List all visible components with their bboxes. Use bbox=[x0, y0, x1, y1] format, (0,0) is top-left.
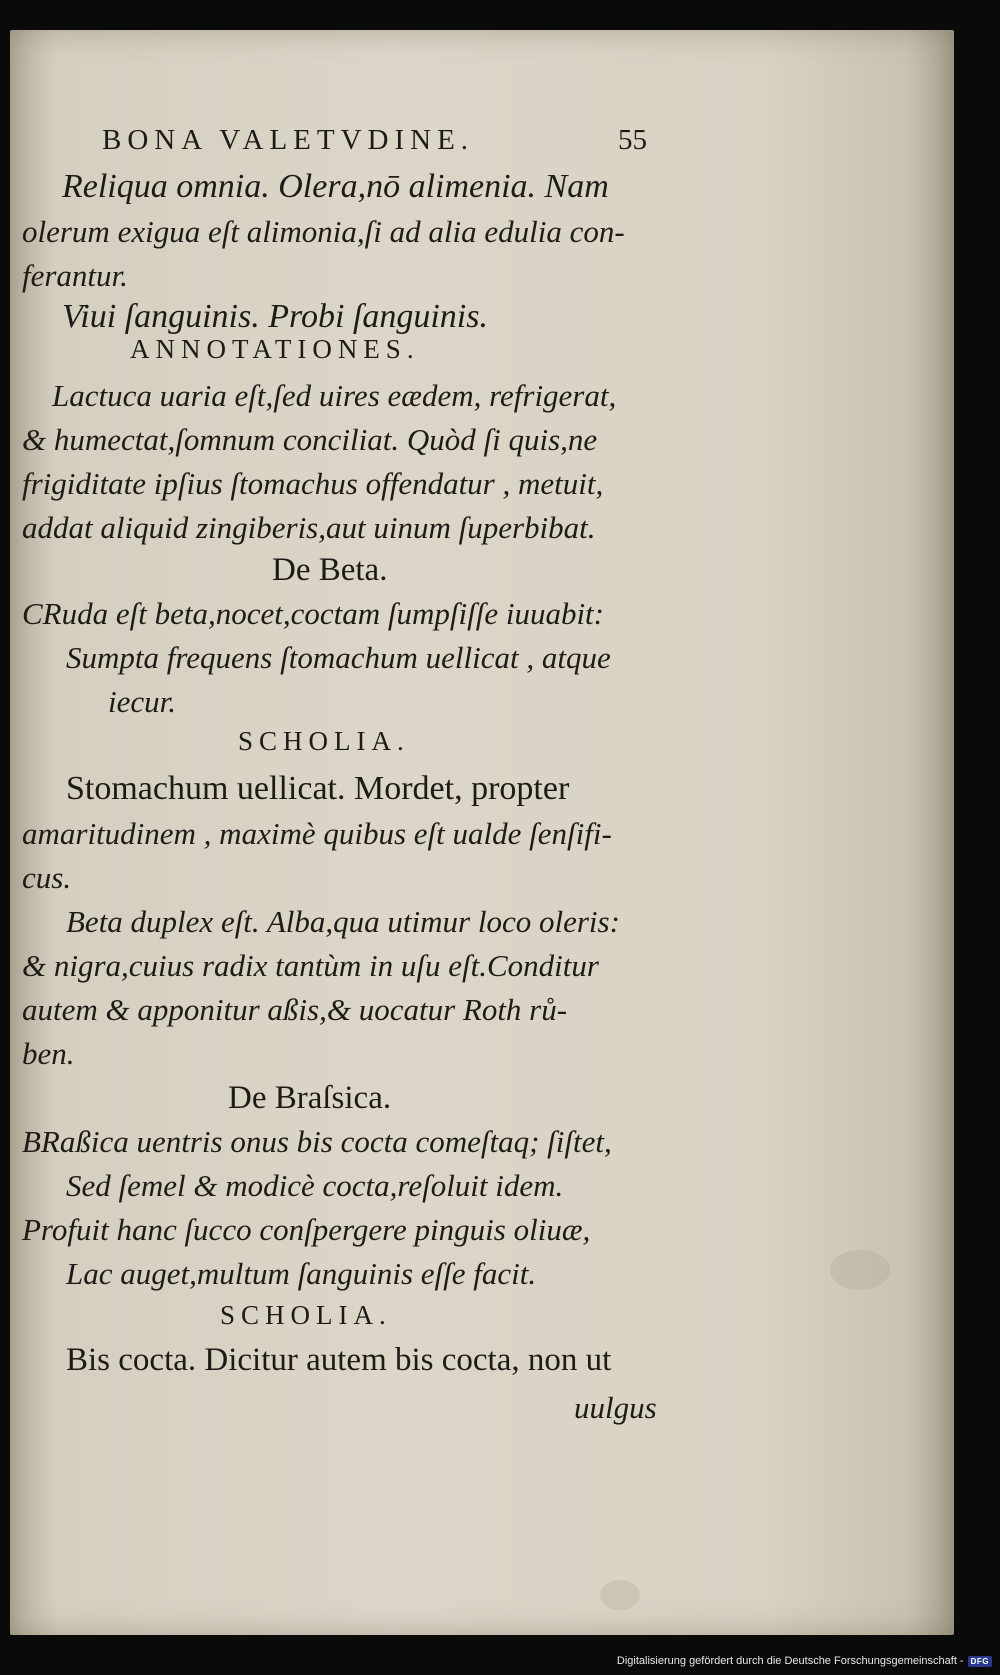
text-line: ben. bbox=[22, 1036, 75, 1071]
text-line: iecur. bbox=[108, 684, 177, 719]
text-line: Beta duplex eſt. Alba,qua utimur loco oleris: bbox=[66, 904, 620, 939]
section-heading: SCHOLIA. bbox=[238, 726, 410, 756]
text-line: frigiditate ipſius ſtomachus offendatur , metuit, bbox=[22, 466, 604, 501]
digitization-credit bbox=[617, 1655, 992, 1667]
text-line: Stomachum uellicat. Mordet, propter bbox=[66, 770, 570, 807]
paper-stain bbox=[830, 1250, 890, 1290]
text-line: & humectat,ſomnum conciliat. Quòd ſi quis,ne bbox=[22, 422, 598, 457]
page-number: 55 bbox=[618, 124, 647, 156]
text-line: cus. bbox=[22, 860, 72, 895]
text-line: Viui ſanguinis. Probi ſanguinis. bbox=[62, 298, 488, 335]
text-line: amaritudinem , maximè quibus eſt ualde ſenſifi- bbox=[22, 816, 612, 851]
catchword: uulgus bbox=[574, 1390, 657, 1425]
text-line: Sumpta frequens ſtomachum uellicat , atque bbox=[66, 640, 611, 675]
text-line: Profuit hanc ſucco conſpergere pinguis oliuæ, bbox=[22, 1212, 591, 1247]
section-heading: De Beta. bbox=[272, 552, 388, 588]
text-line: Reliqua omnia. Olera,nō alimenia. Nam bbox=[62, 168, 609, 205]
text-line: Lactuca uaria eſt,ſed uires eædem, refrigerat, bbox=[52, 378, 617, 413]
running-title: BONA VALETVDINE. bbox=[102, 124, 475, 156]
section-heading: SCHOLIA. bbox=[220, 1300, 392, 1330]
book-page bbox=[10, 30, 954, 1635]
text-line: autem & apponitur aßis,& uocatur Roth rů- bbox=[22, 992, 568, 1027]
text-line: olerum exigua eſt alimonia,ſi ad alia edulia con- bbox=[22, 214, 625, 249]
text-line: Sed ſemel & modicè cocta,reſoluit idem. bbox=[66, 1168, 564, 1203]
text-line: CRuda eſt beta,nocet,coctam ſumpſiſſe iuuabit: bbox=[22, 596, 604, 631]
text-line: Bis cocta. Dicitur autem bis cocta, non ut bbox=[66, 1342, 612, 1378]
text-line: BRaßica uentris onus bis cocta comeſtaq; ſiſtet, bbox=[22, 1124, 612, 1159]
text-line: ferantur. bbox=[22, 258, 128, 293]
text-line: Lac auget,multum ſanguinis eſſe facit. bbox=[66, 1256, 537, 1291]
credit-text: Digitalisierung gefördert durch die Deutsche Forschungsgemeinschaft - bbox=[616, 1655, 964, 1667]
text-line: & nigra,cuius radix tantùm in uſu eſt.Conditur bbox=[22, 948, 599, 983]
text-line: addat aliquid zingiberis,aut uinum ſuperbibat. bbox=[22, 510, 596, 545]
section-heading: ANNOTATIONES. bbox=[130, 334, 420, 364]
dfg-logo: DFG bbox=[968, 1656, 992, 1667]
section-heading: De Braſsica. bbox=[228, 1080, 392, 1116]
paper-stain bbox=[600, 1580, 640, 1610]
